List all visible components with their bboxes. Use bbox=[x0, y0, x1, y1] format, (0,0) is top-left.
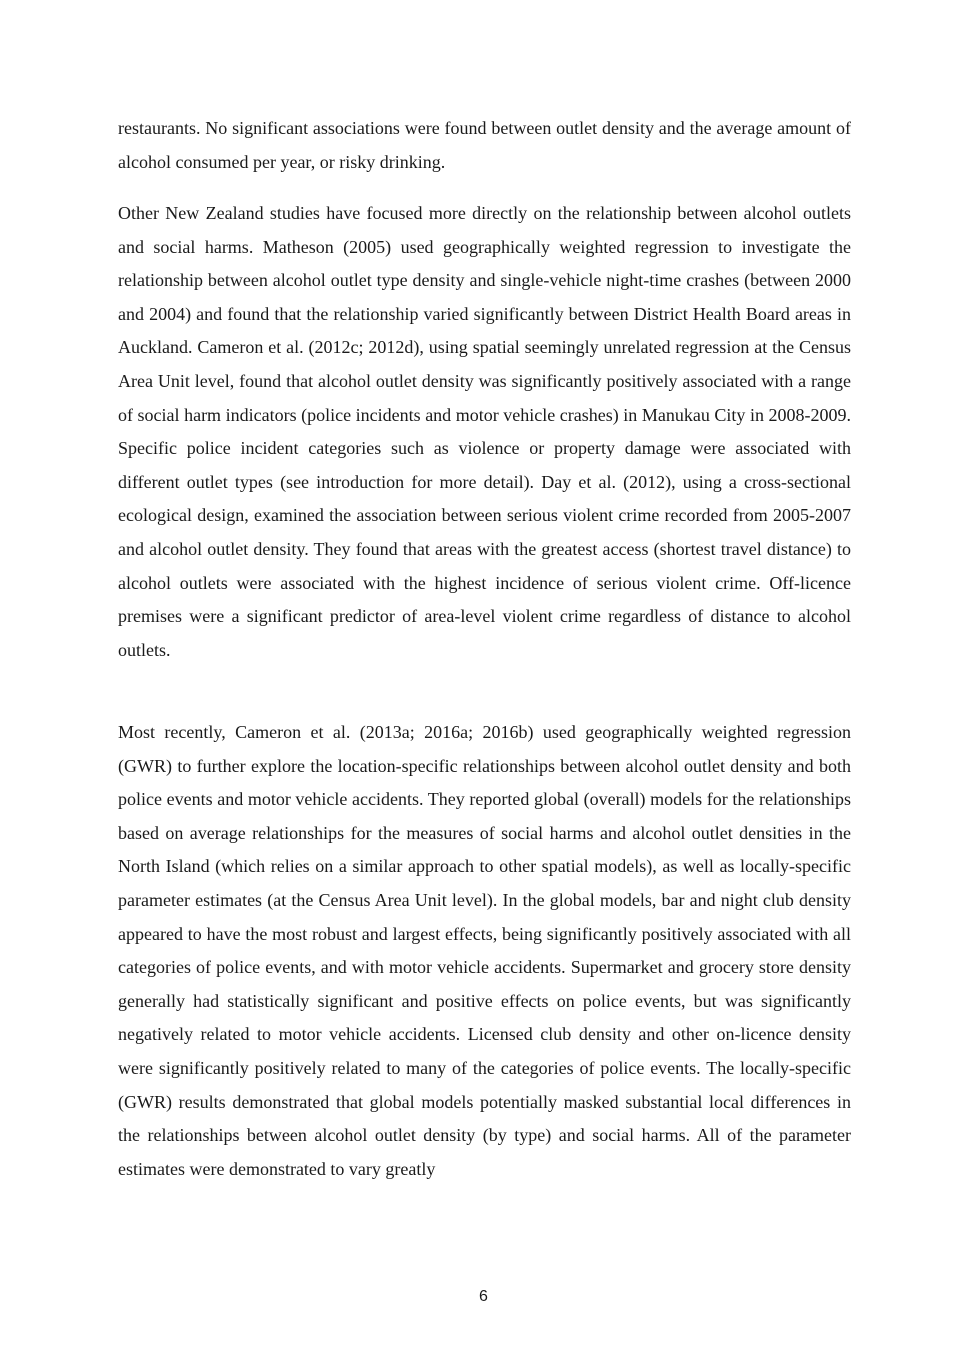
paragraph: Other New Zealand studies have focused more directly on the relationship between alcohol outlets and social harms. Matheson (2005) used geographically weighted regression to investigate the relationship between alcohol outlet type density and single-vehicle night-time crashes (between 2000 and 2004) and found that the relationship varied significantly between District Health Board areas in Auckland. Cameron et al. (2012c; 2012d), using spatial seemingly unrelated regression at the Census Area Unit level, found that alcohol outlet density was significantly positively associated with a range of social harm indicators (police incidents and motor vehicle crashes) in Manukau City in 2008-2009. Specific police incident categories such as violence or property damage were associated with different outlet types (see introduction for more detail). Day et al. (2012), using a cross-sectional ecological design, examined the association between serious violent crime recorded from 2005-2007 and alcohol outlet density. They found that areas with the greatest access (shortest travel distance) to alcohol outlets were associated with the highest incidence of serious violent crime. Off-licence premises were a significant predictor of area-level violent crime regardless of distance to alcohol outlets. bbox=[118, 203, 851, 660]
page-number: 6 bbox=[479, 1288, 488, 1305]
paragraph: restaurants. No significant associations were found between outlet density and the average amount of alcohol consumed per year, or risky drinking. bbox=[118, 118, 851, 172]
paragraph: Most recently, Cameron et al. (2013a; 2016a; 2016b) used geographically weighted regression (GWR) to further explore the location-specific relationships between alcohol outlet density and both police events and motor vehicle accidents. They reported global (overall) models for the relationships based on average relationships for the measures of social harms and alcohol outlet densities in the North Island (which relies on a similar approach to other spatial models), as well as locally-specific parameter estimates (at the Census Area Unit level). In the global models, bar and night club density appeared to have the most robust and largest effects, being significantly positively associated with all categories of police events, and with motor vehicle accidents. Supermarket and grocery store density generally had statistically significant and positive effects on police events, but was significantly negatively related to motor vehicle accidents. Licensed club density and other on-licence density were significantly positively related to many of the categories of police events. The locally-specific (GWR) results demonstrated that global models potentially masked substantial local differences in the relationships between alcohol outlet density (by type) and social harms. All of the parameter estimates were demonstrated to vary greatly bbox=[118, 722, 851, 1179]
